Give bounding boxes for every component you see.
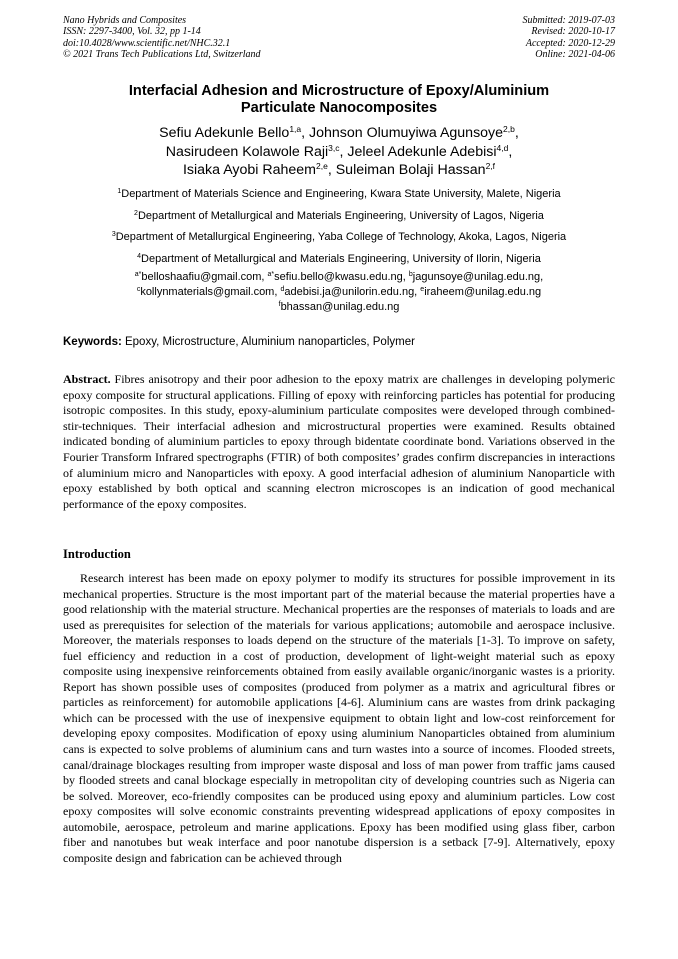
publication-dates: [523, 15, 616, 61]
date-accepted: Accepted: 2020-12-29: [525, 37, 615, 49]
affiliation-sup: 3: [111, 231, 116, 238]
title-line-2: Particulate Nanocomposites: [240, 100, 438, 116]
affiliation-text: Department of Metallurgical Engineering, Yaba College of Technology, Akoka, Lagos, Nigeria: [115, 231, 567, 243]
email-list: [40, 270, 638, 315]
affiliation-text: Department of Metallurgical and Materials Engineering, University of Lagos, Nigeria: [137, 209, 544, 222]
abstract-label: Abstract.: [63, 372, 111, 386]
keywords-text: Epoxy, Microstructure, Aluminium nanoparticles, Polymer: [121, 336, 415, 348]
journal-doi: doi:10.4028/www.scientific.net/NHC.32.1: [63, 37, 231, 49]
journal-name: Nano Hybrids and Composites: [63, 15, 187, 26]
author-sup: 4,d: [496, 142, 509, 153]
email-sup: f: [278, 301, 281, 308]
affiliation: [40, 249, 638, 271]
email-line: [40, 270, 638, 285]
author-line: [63, 143, 615, 162]
author-line: [63, 124, 615, 143]
affiliation-sup: 1: [117, 188, 122, 195]
author-name: Sefiu Adekunle Bello: [159, 125, 290, 141]
author-sup: 2,e: [316, 161, 328, 171]
author-sup: 2,f: [485, 161, 496, 171]
journal-info: [63, 15, 261, 61]
email-sup: c: [136, 286, 141, 293]
section-heading-introduction: Introduction: [63, 547, 131, 561]
author-name: Isiaka Ayobi Raheem: [182, 162, 316, 178]
email-sup: a*: [267, 271, 275, 278]
email-sup: a*: [134, 271, 142, 278]
email-sup: d: [280, 286, 285, 293]
email-address[interactable]: iraheem@unilag.edu.ng: [424, 286, 542, 298]
date-submitted: Submitted: 2019-07-03: [522, 15, 615, 26]
abstract-text: Fibres anisotropy and their poor adhesion to the epoxy matrix are challenges in developing polymeric epoxy composite for structural applications. Filling of epoxy with reinforcing particles has potential for producing isotropic composites. In this study, epoxy-aluminium particulate composites were developed through combined-stir-techniques. Their interfacial adhesion and microstructural properties were examined. Results obtained indicated bonding of aluminium particles to epoxy through bidentate coordinate bond. Variations observed in the Fourier Transform Infrared spectrographs (FTIR) of both composites’ grades confirm discrepancies in interactions of aluminium micro and Nanoparticles with epoxy. A good interfacial adhesion of aluminium Nanoparticle with epoxy established by both optical and scanning electron microscopes is an indication of good mechanical performance of the epoxy composites.: [63, 372, 615, 511]
author-name: Nasirudeen Kolawole Raji: [165, 143, 329, 160]
email-sup: b: [408, 271, 413, 278]
journal-issn: ISSN: 2297-3400, Vol. 32, pp 1-14: [63, 26, 201, 38]
email-address[interactable]: belloshaafiu@gmail.com,: [141, 271, 268, 283]
affiliation-sup: 2: [134, 209, 138, 217]
paper-title: [63, 83, 615, 117]
email-address[interactable]: sefiu.bello@kwasu.edu.ng,: [274, 271, 409, 283]
affiliation-text: Department of Materials Science and Engineering, Kwara State University, Malete, Nigeria: [121, 188, 561, 200]
introduction-paragraph: Research interest has been made on epoxy polymer to modify its structures for possible improvement in its mechanical properties. Structure is the most important part of the material because the material properties have a good relationship with the material structure. Mechanical properties are the responses of materials to loads and are used as prerequisites for selection of the materials for various applications; automobile and aerospace inclusive. Moreover, the materials responses to loads depend on the structure of the materials [1-3]. To improve on safety, fuel efficiency and reduction in a cost of production, development of light-weight material such as epoxy composite using inexpensive reinforcements obtained from easily available organic/inorganic wastes is a priority. Report has shown possible uses of composites (produced from polymer as a matrix and agricultural fibres or particles as reinforcement) for automobile applications [4-6]. Aluminium cans are wastes from drink packaging which can be processed with the use of inexpensive equipment to obtain light and low-cost reinforcement for developing epoxy composites. Modification of epoxy using aluminium Nanoparticles obtained from aluminium cans is expected to solve problems of aluminium cans and turn wastes into a source of incomes. Flooded streets, canal/drainage blockages resulting from improper waste disposal and loss of man power from traffic jams caused by flooded streets and canal blockage especially in metropolitan city of developing countries such as Nigeria can be solved. Moreover, eco-friendly composites can be produced using epoxy and aluminium particles. Low cost epoxy composites will solve economic constraints preventing widespread applications of epoxy composites in automobile, aerospace, petroleum and marine applications. Epoxy has been modified using glass fiber, carbon fiber and nanotubes but weak interface and poor nanotube dispersion is a setback [7-9]. Alternatively, epoxy composite design and fabrication can be achieved through: [63, 571, 615, 865]
journal-copyright: © 2021 Trans Tech Publications Ltd, Switzerland: [63, 49, 261, 61]
affiliation: [40, 227, 638, 249]
affiliation-list: [40, 184, 638, 270]
affiliation-sup: 4: [137, 252, 142, 260]
email-sup: e: [420, 286, 425, 293]
date-online: Online: 2021-04-06: [535, 49, 615, 61]
author-sep: ,: [301, 125, 310, 141]
email-line: [40, 300, 638, 315]
author-name: Johnson Olumuyiwa Agunsoye: [309, 125, 504, 141]
author-line: [63, 161, 615, 180]
title-line-1: Interfacial Adhesion and Microstructure of Epoxy/Aluminium: [128, 83, 550, 99]
email-address[interactable]: kollynmaterials@gmail.com,: [140, 286, 281, 298]
affiliation-text: Department of Metallurgical and Materials Engineering, University of Ilorin, Nigeria: [141, 252, 541, 265]
author-name: Suleiman Bolaji Hassan: [335, 162, 486, 178]
email-address[interactable]: adebisi.ja@unilorin.edu.ng,: [284, 286, 421, 298]
author-name: Jeleel Adekunle Adebisi: [347, 143, 497, 160]
date-revised: Revised: 2020-10-17: [531, 26, 615, 38]
email-address[interactable]: jagunsoye@unilag.edu.ng,: [412, 271, 544, 283]
author-sep: ,: [339, 143, 348, 160]
author-sep: ,: [508, 143, 513, 160]
author-sep: ,: [327, 162, 336, 178]
affiliation: [40, 184, 638, 206]
email-address[interactable]: bhassan@unilag.edu.ng: [280, 301, 400, 313]
author-sep: ,: [514, 125, 519, 141]
author-sup: 2,b: [503, 124, 515, 134]
keywords-label: Keywords:: [63, 336, 122, 348]
author-sup: 3,c: [328, 142, 340, 153]
affiliation: [40, 206, 638, 228]
author-list: [63, 124, 615, 180]
keywords: [63, 335, 615, 349]
author-sup: 1,a: [289, 124, 302, 134]
email-line: [40, 285, 638, 300]
abstract: [63, 372, 615, 512]
